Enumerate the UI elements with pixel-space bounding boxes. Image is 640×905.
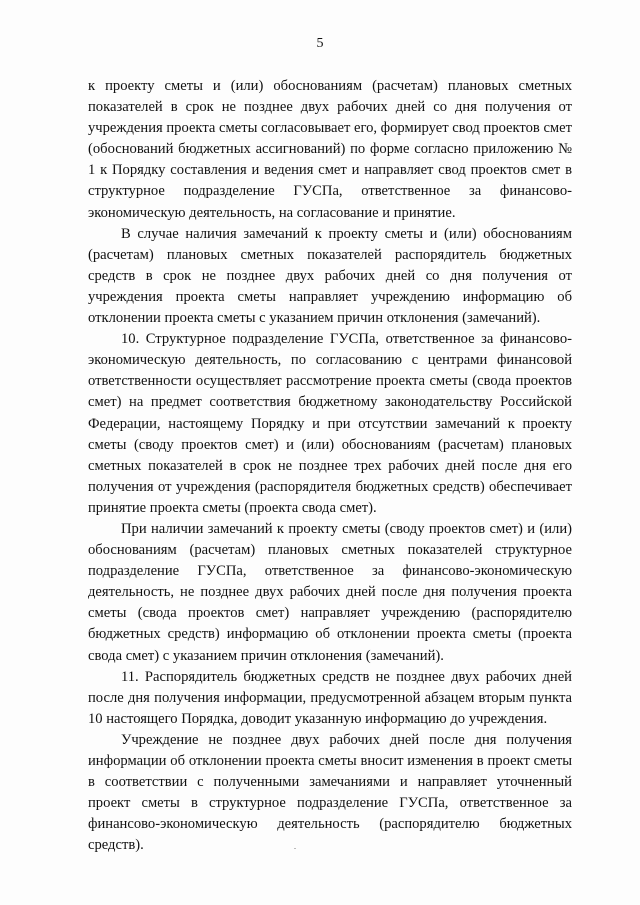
paragraph-institution-changes: Учреждение не позднее двух рабочих дней после дня получения информации об отклонении проекта сметы вносит изменения в проект сметы в соответствии с полученными замечаниями и направляет уточненный проект сметы в структурное подразделение ГУСПа, ответственное за финансово-экономическую деятельность (распорядителю бюджетных средств).: [88, 731, 572, 854]
paragraph-item-10: 10. Структурное подразделение ГУСПа, ответственное за финансово-экономическую деятельность, по согласованию с центрами финансовой ответственности осуществляет рассмотрение проекта сметы (свода проектов смет) на предмет соответствия бюджетному законодательству Российской Федерации, настоящему Порядку и при отсутствии замечаний к проекту сметы (своду проектов смет) и (или) обоснованиям (расчетам) плановых сметных показателей в срок не позднее трех рабочих дней после дня его получения от учреждения (распорядителя бюджетных средств) обеспечивает принятие проекта сметы (проекта свода смет).: [88, 331, 572, 516]
paragraph-item-11: 11. Распорядитель бюджетных средств не позднее двух рабочих дней после дня получения информации, предусмотренной абзацем вторым пункта 10 настоящего Порядка, доводит указанную информацию до учреждения.: [88, 668, 572, 727]
paragraph-remarks-distributor: В случае наличия замечаний к проекту сметы и (или) обоснованиям (расчетам) плановых сметных показателей распорядитель бюджетных средств в срок не позднее двух рабочих дней со дня получения от учреждения проекта сметы направляет учреждению информацию об отклонении проекта сметы с указанием причин отклонения (замечаний).: [88, 225, 572, 327]
scan-mark: [294, 848, 296, 849]
document-body: [88, 76, 572, 856]
paragraph-remarks-department: При наличии замечаний к проекту сметы (своду проектов смет) и (или) обоснованиям (расчетам) плановых сметных показателей структурное подразделение ГУСПа, ответственное за финансово-экономическую деятельность, не позднее двух рабочих дней после дня получения проекта сметы (свода проектов смет) направляет учреждению (распорядителю бюджетных средств) информацию об отклонении проекта сметы (проекта свода смет) с указанием причин отклонения (замечаний).: [88, 520, 572, 664]
paragraph-continuation: к проекту сметы и (или) обоснованиям (расчетам) плановых сметных показателей в срок не позднее двух рабочих дней со дня получения от учреждения проекта сметы согласовывает его, формирует свод проектов смет (обоснований бюджетных ассигнований) по форме согласно приложению № 1 к Порядку составления и ведения смет и направляет свод проектов смет в структурное подразделение ГУСПа, ответственное за финансово-экономическую деятельность, на согласование и принятие.: [88, 78, 573, 221]
page-number: 5: [316, 36, 324, 51]
